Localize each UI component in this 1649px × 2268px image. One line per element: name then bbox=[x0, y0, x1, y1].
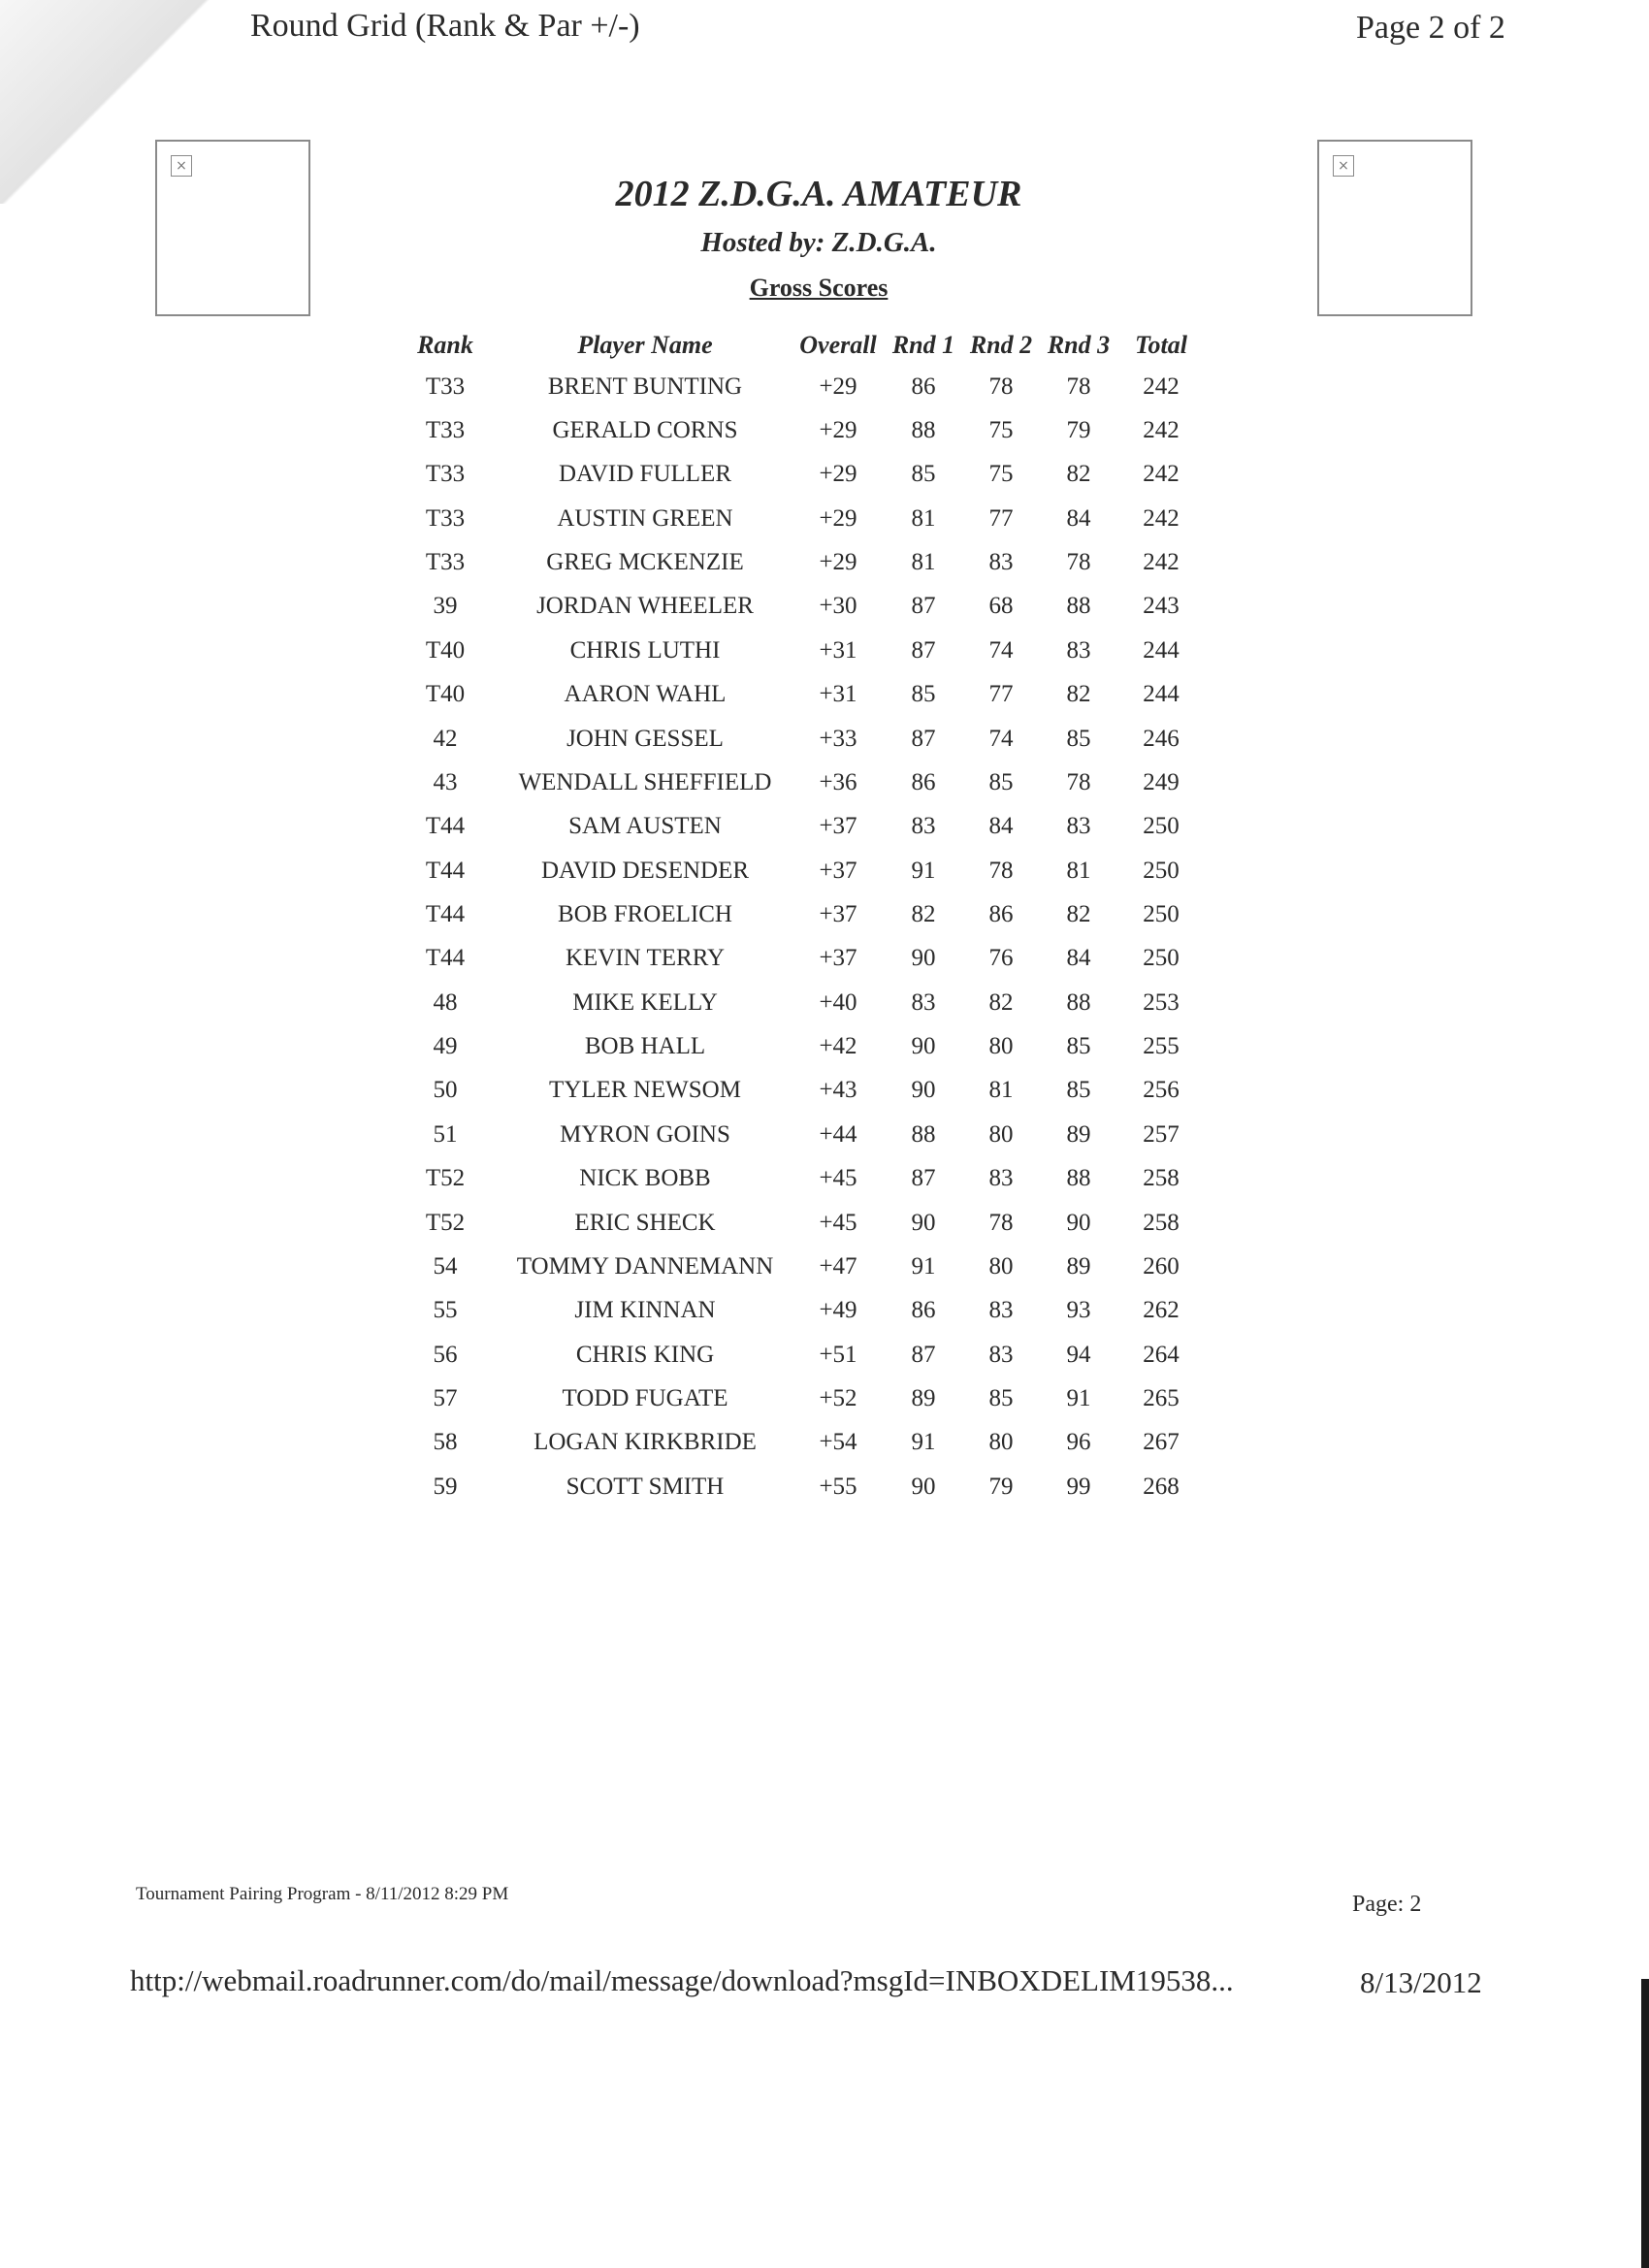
rank-cell: 43 bbox=[433, 768, 458, 795]
table-row bbox=[392, 892, 1205, 936]
total-cell: 243 bbox=[1143, 593, 1180, 620]
table-row bbox=[392, 585, 1205, 629]
table-row bbox=[392, 497, 1205, 540]
table-row bbox=[392, 1289, 1205, 1333]
rank-cell: 50 bbox=[433, 1077, 458, 1104]
rnd1-cell: 83 bbox=[911, 813, 936, 840]
overall-cell: +33 bbox=[819, 725, 857, 752]
rank-cell: T33 bbox=[425, 417, 466, 444]
table-header-row bbox=[392, 326, 1205, 365]
rank-cell: T40 bbox=[425, 681, 466, 708]
overall-cell: +31 bbox=[819, 636, 857, 664]
rnd3-cell: 81 bbox=[1066, 857, 1091, 884]
page-indicator: Page 2 of 2 bbox=[1356, 10, 1505, 46]
player-name-cell: ERIC SHECK bbox=[574, 1209, 716, 1236]
overall-cell: +40 bbox=[819, 988, 857, 1016]
overall-cell: +29 bbox=[819, 417, 857, 444]
player-name-cell: BRENT BUNTING bbox=[547, 373, 743, 400]
table-row bbox=[392, 1465, 1205, 1508]
rnd1-cell: 87 bbox=[911, 636, 936, 664]
rank-cell: 39 bbox=[433, 593, 458, 620]
rnd1-cell: 81 bbox=[911, 549, 936, 576]
rnd1-cell: 85 bbox=[911, 681, 936, 708]
table-row bbox=[392, 1156, 1205, 1200]
scores-table bbox=[392, 326, 1205, 1508]
rnd3-cell: 78 bbox=[1066, 549, 1091, 576]
player-name-cell: TOMMY DANNEMANN bbox=[516, 1252, 774, 1280]
rnd1-cell: 89 bbox=[911, 1384, 936, 1411]
rnd2-cell: 68 bbox=[988, 593, 1014, 620]
table-row bbox=[392, 1421, 1205, 1465]
player-name-cell: CHRIS KING bbox=[575, 1341, 715, 1368]
table-row bbox=[392, 981, 1205, 1024]
rnd3-cell: 84 bbox=[1066, 945, 1091, 972]
rnd2-cell: 76 bbox=[988, 945, 1014, 972]
overall-cell: +43 bbox=[819, 1077, 857, 1104]
overall-cell: +44 bbox=[819, 1120, 857, 1148]
player-name-cell: JIM KINNAN bbox=[574, 1297, 716, 1324]
total-cell: 257 bbox=[1143, 1120, 1180, 1148]
table-row bbox=[392, 1201, 1205, 1245]
table-row bbox=[392, 365, 1205, 408]
table-row bbox=[392, 1113, 1205, 1156]
col-header-overall: Overall bbox=[799, 331, 877, 359]
player-name-cell: CHRIS LUTHI bbox=[569, 636, 721, 664]
rank-cell: 57 bbox=[433, 1384, 458, 1411]
player-name-cell: TYLER NEWSOM bbox=[549, 1077, 741, 1104]
overall-cell: +47 bbox=[819, 1252, 857, 1280]
rank-cell: T52 bbox=[425, 1209, 466, 1236]
rank-cell: 51 bbox=[433, 1120, 458, 1148]
player-name-cell: AUSTIN GREEN bbox=[557, 504, 733, 532]
rnd2-cell: 78 bbox=[988, 373, 1014, 400]
total-cell: 258 bbox=[1143, 1209, 1180, 1236]
rnd2-cell: 83 bbox=[988, 549, 1014, 576]
rnd2-cell: 79 bbox=[988, 1473, 1014, 1500]
player-name-cell: AARON WAHL bbox=[564, 681, 727, 708]
rnd1-cell: 87 bbox=[911, 725, 936, 752]
overall-cell: +51 bbox=[819, 1341, 857, 1368]
rnd2-cell: 81 bbox=[988, 1077, 1014, 1104]
table-row bbox=[392, 1024, 1205, 1068]
broken-image-icon: × bbox=[1333, 155, 1354, 177]
rnd2-cell: 77 bbox=[988, 681, 1014, 708]
col-header-player-name: Player Name bbox=[577, 331, 713, 359]
rnd1-cell: 81 bbox=[911, 504, 936, 532]
rnd1-cell: 87 bbox=[911, 1341, 936, 1368]
table-row bbox=[392, 849, 1205, 892]
rnd2-cell: 80 bbox=[988, 1033, 1014, 1060]
total-cell: 255 bbox=[1143, 1033, 1180, 1060]
rank-cell: T33 bbox=[425, 461, 466, 488]
footer-program-info: Tournament Pairing Program - 8/11/2012 8:29 PM bbox=[136, 1884, 509, 1904]
col-header-rank: Rank bbox=[417, 331, 473, 359]
logo-placeholder-right bbox=[1317, 140, 1472, 316]
total-cell: 268 bbox=[1143, 1473, 1180, 1500]
table-row bbox=[392, 1069, 1205, 1113]
rnd3-cell: 85 bbox=[1066, 1077, 1091, 1104]
rnd1-cell: 88 bbox=[911, 1120, 936, 1148]
player-name-cell: KEVIN TERRY bbox=[565, 945, 726, 972]
rnd3-cell: 88 bbox=[1066, 1165, 1091, 1192]
rank-cell: T44 bbox=[425, 813, 466, 840]
table-row bbox=[392, 540, 1205, 584]
overall-cell: +29 bbox=[819, 461, 857, 488]
rnd3-cell: 93 bbox=[1066, 1297, 1091, 1324]
rnd3-cell: 89 bbox=[1066, 1252, 1091, 1280]
total-cell: 256 bbox=[1143, 1077, 1180, 1104]
overall-cell: +42 bbox=[819, 1033, 857, 1060]
overall-cell: +29 bbox=[819, 504, 857, 532]
player-name-cell: NICK BOBB bbox=[579, 1165, 711, 1192]
rnd1-cell: 90 bbox=[911, 1473, 936, 1500]
player-name-cell: LOGAN KIRKBRIDE bbox=[534, 1429, 757, 1456]
print-url: http://webmail.roadrunner.com/do/mail/message/download?msgId=INBOXDELIM19538... bbox=[130, 1963, 1234, 1997]
total-cell: 242 bbox=[1143, 417, 1180, 444]
rnd3-cell: 88 bbox=[1066, 988, 1091, 1016]
player-name-cell: TODD FUGATE bbox=[562, 1384, 728, 1411]
report-header-title: Round Grid (Rank & Par +/-) bbox=[250, 8, 640, 44]
scan-edge-strip bbox=[1641, 1979, 1649, 2268]
rnd2-cell: 80 bbox=[988, 1429, 1014, 1456]
rnd3-cell: 82 bbox=[1066, 461, 1091, 488]
broken-image-icon: × bbox=[171, 155, 192, 177]
rnd2-cell: 74 bbox=[988, 725, 1014, 752]
rank-cell: 49 bbox=[433, 1033, 458, 1060]
rnd3-cell: 90 bbox=[1066, 1209, 1091, 1236]
player-name-cell: DAVID FULLER bbox=[558, 461, 731, 488]
footer-page-number: Page: 2 bbox=[1352, 1892, 1422, 1917]
rnd2-cell: 84 bbox=[988, 813, 1014, 840]
overall-cell: +37 bbox=[819, 857, 857, 884]
rnd1-cell: 87 bbox=[911, 593, 936, 620]
rnd2-cell: 85 bbox=[988, 768, 1014, 795]
table-row bbox=[392, 937, 1205, 981]
rnd2-cell: 80 bbox=[988, 1252, 1014, 1280]
table-row bbox=[392, 761, 1205, 804]
overall-cell: +55 bbox=[819, 1473, 857, 1500]
rnd3-cell: 85 bbox=[1066, 1033, 1091, 1060]
player-name-cell: DAVID DESENDER bbox=[540, 857, 750, 884]
table-body bbox=[392, 365, 1205, 1508]
overall-cell: +37 bbox=[819, 813, 857, 840]
total-cell: 242 bbox=[1143, 504, 1180, 532]
total-cell: 253 bbox=[1143, 988, 1180, 1016]
rank-cell: T44 bbox=[425, 857, 466, 884]
rnd3-cell: 99 bbox=[1066, 1473, 1091, 1500]
overall-cell: +29 bbox=[819, 373, 857, 400]
total-cell: 246 bbox=[1143, 725, 1180, 752]
overall-cell: +37 bbox=[819, 900, 857, 927]
rnd1-cell: 90 bbox=[911, 1077, 936, 1104]
table-row bbox=[392, 717, 1205, 761]
rank-cell: T40 bbox=[425, 636, 466, 664]
total-cell: 242 bbox=[1143, 461, 1180, 488]
table-row bbox=[392, 673, 1205, 717]
rnd2-cell: 83 bbox=[988, 1297, 1014, 1324]
rank-cell: T33 bbox=[425, 504, 466, 532]
rank-cell: 48 bbox=[433, 988, 458, 1016]
overall-cell: +29 bbox=[819, 549, 857, 576]
rnd1-cell: 90 bbox=[911, 1033, 936, 1060]
rank-cell: T52 bbox=[425, 1165, 466, 1192]
player-name-cell: SCOTT SMITH bbox=[566, 1473, 725, 1500]
overall-cell: +30 bbox=[819, 593, 857, 620]
rnd3-cell: 94 bbox=[1066, 1341, 1091, 1368]
overall-cell: +36 bbox=[819, 768, 857, 795]
overall-cell: +54 bbox=[819, 1429, 857, 1456]
rank-cell: T44 bbox=[425, 945, 466, 972]
player-name-cell: JOHN GESSEL bbox=[566, 725, 724, 752]
rnd2-cell: 75 bbox=[988, 417, 1014, 444]
rnd3-cell: 82 bbox=[1066, 900, 1091, 927]
table-row bbox=[392, 1333, 1205, 1377]
player-name-cell: GREG MCKENZIE bbox=[546, 549, 744, 576]
player-name-cell: BOB HALL bbox=[584, 1033, 706, 1060]
rnd3-cell: 91 bbox=[1066, 1384, 1091, 1411]
player-name-cell: MIKE KELLY bbox=[572, 988, 718, 1016]
total-cell: 250 bbox=[1143, 813, 1180, 840]
col-header-rnd1: Rnd 1 bbox=[891, 331, 955, 359]
total-cell: 250 bbox=[1143, 900, 1180, 927]
rnd1-cell: 85 bbox=[911, 461, 936, 488]
total-cell: 260 bbox=[1143, 1252, 1180, 1280]
rnd3-cell: 96 bbox=[1066, 1429, 1091, 1456]
rank-cell: T44 bbox=[425, 900, 466, 927]
rank-cell: 56 bbox=[433, 1341, 458, 1368]
total-cell: 250 bbox=[1143, 945, 1180, 972]
table-row bbox=[392, 805, 1205, 849]
rnd2-cell: 80 bbox=[988, 1120, 1014, 1148]
total-cell: 258 bbox=[1143, 1165, 1180, 1192]
rank-cell: T33 bbox=[425, 549, 466, 576]
rank-cell: 54 bbox=[433, 1252, 458, 1280]
rnd1-cell: 91 bbox=[911, 1252, 936, 1280]
player-name-cell: SAM AUSTEN bbox=[568, 813, 722, 840]
rnd1-cell: 91 bbox=[911, 1429, 936, 1456]
rnd1-cell: 82 bbox=[911, 900, 936, 927]
table-row bbox=[392, 1377, 1205, 1420]
table-row bbox=[392, 629, 1205, 672]
rank-cell: T33 bbox=[425, 373, 466, 400]
event-title: 2012 Z.D.G.A. AMATEUR bbox=[615, 174, 1022, 214]
overall-cell: +31 bbox=[819, 681, 857, 708]
rnd2-cell: 86 bbox=[988, 900, 1014, 927]
rnd3-cell: 88 bbox=[1066, 593, 1091, 620]
rnd1-cell: 87 bbox=[911, 1165, 936, 1192]
overall-cell: +49 bbox=[819, 1297, 857, 1324]
rnd1-cell: 86 bbox=[911, 373, 936, 400]
col-header-total: Total bbox=[1135, 331, 1187, 359]
player-name-cell: WENDALL SHEFFIELD bbox=[518, 768, 772, 795]
rnd1-cell: 91 bbox=[911, 857, 936, 884]
rnd3-cell: 83 bbox=[1066, 636, 1091, 664]
total-cell: 244 bbox=[1143, 636, 1180, 664]
rnd3-cell: 83 bbox=[1066, 813, 1091, 840]
total-cell: 242 bbox=[1143, 373, 1180, 400]
hosted-by: Hosted by: Z.D.G.A. bbox=[700, 227, 937, 258]
player-name-cell: JORDAN WHEELER bbox=[536, 593, 754, 620]
total-cell: 250 bbox=[1143, 857, 1180, 884]
rnd1-cell: 86 bbox=[911, 768, 936, 795]
logo-placeholder-left bbox=[155, 140, 310, 316]
total-cell: 262 bbox=[1143, 1297, 1180, 1324]
rnd2-cell: 85 bbox=[988, 1384, 1014, 1411]
rnd3-cell: 84 bbox=[1066, 504, 1091, 532]
player-name-cell: MYRON GOINS bbox=[560, 1120, 730, 1148]
rnd2-cell: 78 bbox=[988, 857, 1014, 884]
table-row bbox=[392, 453, 1205, 497]
rnd2-cell: 78 bbox=[988, 1209, 1014, 1236]
rank-cell: 59 bbox=[433, 1473, 458, 1500]
total-cell: 267 bbox=[1143, 1429, 1180, 1456]
overall-cell: +45 bbox=[819, 1165, 857, 1192]
col-header-rnd2: Rnd 2 bbox=[969, 331, 1033, 359]
rnd3-cell: 78 bbox=[1066, 768, 1091, 795]
total-cell: 242 bbox=[1143, 549, 1180, 576]
score-type-heading bbox=[388, 274, 1249, 303]
player-name-cell: BOB FROELICH bbox=[558, 900, 732, 927]
rnd1-cell: 90 bbox=[911, 1209, 936, 1236]
rnd1-cell: 88 bbox=[911, 417, 936, 444]
rnd3-cell: 79 bbox=[1066, 417, 1091, 444]
total-cell: 244 bbox=[1143, 681, 1180, 708]
rnd2-cell: 83 bbox=[988, 1165, 1014, 1192]
rnd3-cell: 82 bbox=[1066, 681, 1091, 708]
rnd2-cell: 74 bbox=[988, 636, 1014, 664]
rnd1-cell: 90 bbox=[911, 945, 936, 972]
total-cell: 264 bbox=[1143, 1341, 1180, 1368]
rnd2-cell: 75 bbox=[988, 461, 1014, 488]
player-name-cell: GERALD CORNS bbox=[552, 417, 738, 444]
rnd2-cell: 82 bbox=[988, 988, 1014, 1016]
rank-cell: 42 bbox=[433, 725, 458, 752]
table-row bbox=[392, 408, 1205, 452]
overall-cell: +37 bbox=[819, 945, 857, 972]
table-row bbox=[392, 1245, 1205, 1288]
overall-cell: +45 bbox=[819, 1209, 857, 1236]
rnd3-cell: 78 bbox=[1066, 373, 1091, 400]
col-header-rnd3: Rnd 3 bbox=[1047, 331, 1111, 359]
total-cell: 265 bbox=[1143, 1384, 1180, 1411]
rank-cell: 55 bbox=[433, 1297, 458, 1324]
score-type-label: Gross Scores bbox=[749, 274, 889, 302]
rnd1-cell: 86 bbox=[911, 1297, 936, 1324]
rnd2-cell: 83 bbox=[988, 1341, 1014, 1368]
rnd3-cell: 89 bbox=[1066, 1120, 1091, 1148]
print-date: 8/13/2012 bbox=[1360, 1965, 1482, 1999]
rnd3-cell: 85 bbox=[1066, 725, 1091, 752]
rnd1-cell: 83 bbox=[911, 988, 936, 1016]
overall-cell: +52 bbox=[819, 1384, 857, 1411]
rank-cell: 58 bbox=[433, 1429, 458, 1456]
rnd2-cell: 77 bbox=[988, 504, 1014, 532]
total-cell: 249 bbox=[1143, 768, 1180, 795]
